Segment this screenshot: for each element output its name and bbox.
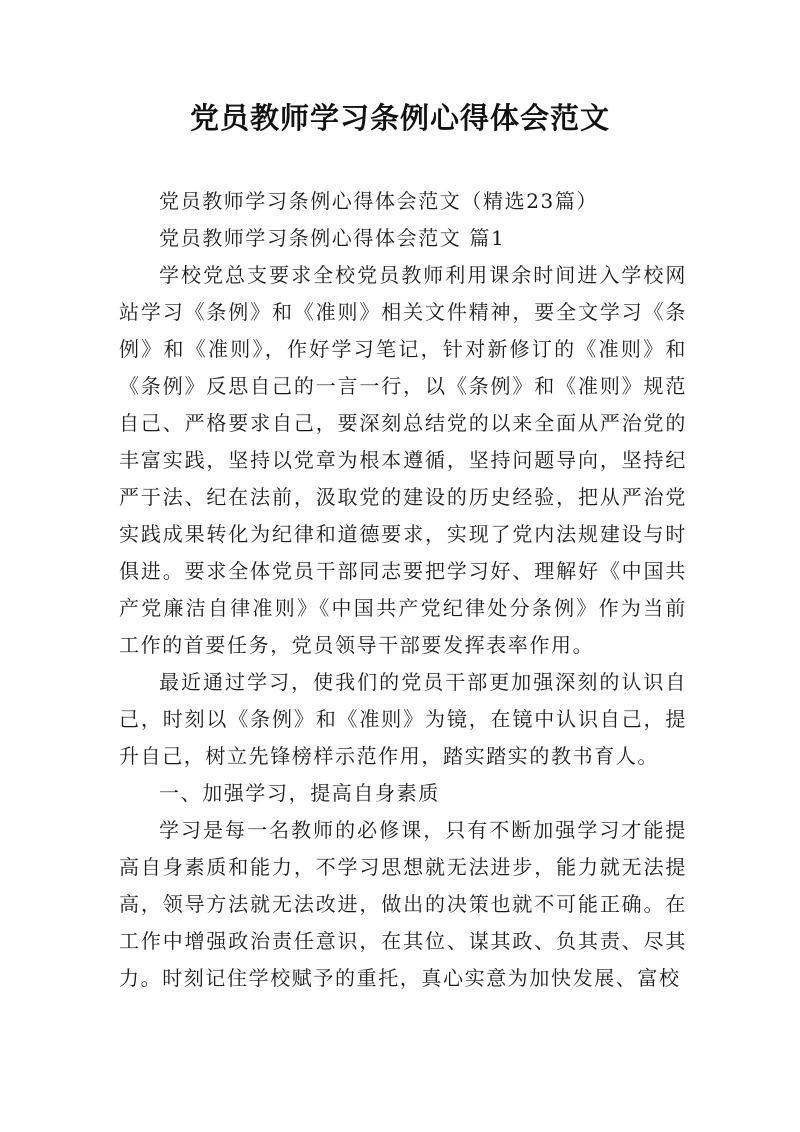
subheading-paragraph: 一、加强学习，提高自身素质 (159, 781, 440, 805)
section-heading-paragraph: 党员教师学习条例心得体会范文 篇1 (159, 226, 506, 250)
document-title: 党员教师学习条例心得体会范文 (189, 101, 610, 135)
body-paragraph: 最近通过学习，使我们的党员干部更加强深刻的认识自己，时刻以《条例》和《准则》为镜，在镜中认识自己，提升自己，树立先锋榜样示范作用，踏实踏实的教书育人。 (119, 670, 687, 768)
subtitle-paragraph: 党员教师学习条例心得体会范文（精选23篇） (159, 189, 599, 213)
body-paragraph: 学校党总支要求全校党员教师利用课余时间进入学校网站学习《条例》和《准则》相关文件精神，要全文学习《条例》和《准则》，作好学习笔记，针对新修订的《准则》和《条例》反思自己的一言一行，以《条例》和《准则》规范自己、严格要求自己，要深刻总结党的以来全面从严治党的丰富实践，坚持以党章为根本遵循，坚持问题导向，坚持纪严于法、纪在法前，汲取党的建设的历史经验，把从严治党实践成果转化为纪律和道德要求，实现了党内法规建设与时俱进。要求全体党员干部同志要把学习好、理解好《中国共产党廉洁自律准则》《中国共产党纪律处分条例》作为当前工作的首要任务，党员领导干部要发挥表率作用。 (119, 263, 687, 657)
body-paragraph: 学习是每一名教师的必修课，只有不断加强学习才能提高自身素质和能力，不学习思想就无法进步，能力就无法提高，领导方法就无法改进，做出的决策也就不可能正确。在工作中增强政治责任意识，在其位、谋其政、负其责、尽其力。时刻记住学校赋予的重托，真心实意为加快发展、富校 (119, 818, 687, 990)
document-body (119, 183, 687, 997)
